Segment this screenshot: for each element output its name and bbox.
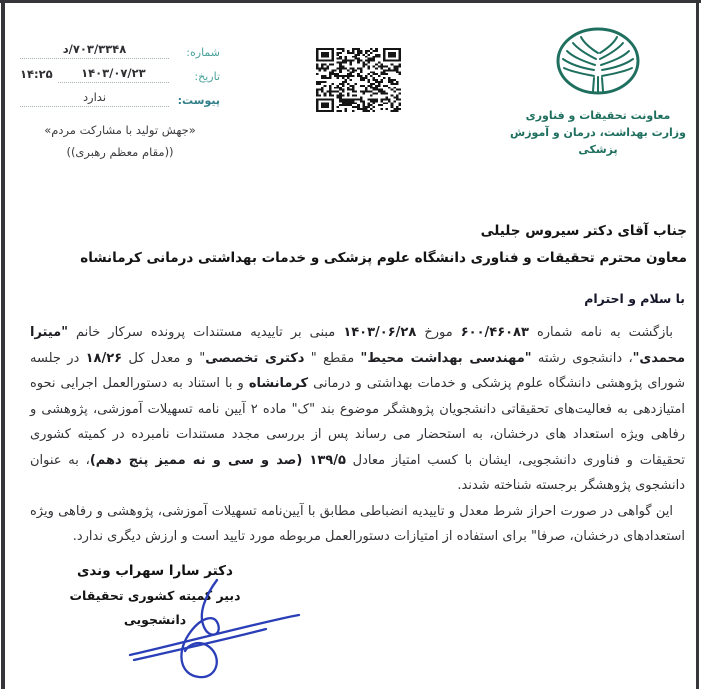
body-paragraph: بازگشت به نامه شماره ۶۰۰/۴۶۰۸۳ مورخ ۱۴۰۳/۰۶/۲۸ مبنی بر تاییدیه مستندات پرونده سرکار خانم "میترا محمدی"، دانشجوی رشته "مهندسی بهداشت محیط" مقطع " دکتری تخصصی" و معدل کل ۱۸/۲۶ در جلسه شورای پژوهشی دانشگاه علوم پزشکی و خدمات بهداشتی و درمانی کرمانشاه و با استناد به دستورالعمل اجرایی نحوه امتیازدهی به فعالیت‌های تحقیقاتی دانشجویان پژوهشگر موضوع بند "ک" ماده ۲ آیین نامه تسهیلات آموزشی، پژوهشی و رفاهی ویژه استعداد های درخشان، به استحضار می رساند پس از بررسی مجدد مستندات نامبرده در کمیته کشوری تحقیقات و فناوری دانشجویی، ایشان با کسب امتیاز معادل ۱۳۹/۵ (صد و سی و نه ممیز پنج دهم)، به عنوان دانشجوی پژوهشگر برجسته شناخته شدند.	[30, 325, 685, 493]
recipient-block	[20, 218, 687, 272]
number-label: شماره:	[186, 46, 220, 59]
year-slogan	[20, 119, 220, 163]
ministry-logo-block	[498, 24, 698, 158]
time-value: ۱۴:۲۵	[20, 67, 53, 81]
date-label: تاریخ:	[194, 70, 220, 83]
letter-body	[30, 320, 685, 550]
signer-name: دکتر سارا سهراب وندی	[77, 563, 233, 579]
scan-edge-top	[0, 0, 701, 3]
salutation: با سلام و احترام	[584, 291, 685, 306]
field-number	[20, 42, 220, 59]
field-attachment	[20, 90, 220, 107]
number-value: د/۷۰۳/۳۳۴۸	[20, 42, 169, 59]
field-date	[20, 66, 220, 83]
body-paragraph: این گواهی در صورت احراز شرط معدل و تاییدیه انضباطی مطابق با آیین‌نامه تسهیلات آموزشی، پژوهشی و رفاهی ویژه استعدادهای درخشان، صرفا" برای استفاده از امتیازات دستورالعمل مربوطه مورد تایید است و ارزش دیگری ندارد.	[30, 503, 685, 544]
signature-block	[45, 558, 265, 632]
qr-code	[316, 48, 401, 112]
org-name-line1: معاونت تحقیقات و فناوری	[525, 109, 671, 122]
tree-logo-icon	[548, 24, 648, 102]
recipient-title: معاون محترم تحقیقات و فناوری دانشگاه علوم پزشکی و خدمات بهداشتی درمانی کرمانشاه	[80, 250, 687, 266]
org-name-line2: وزارت بهداشت، درمان و آموزش پزشکی	[510, 126, 686, 156]
slogan-line2: ((مقام معظم رهبری))	[66, 145, 174, 159]
letter-meta-block	[20, 42, 220, 163]
scan-edge-left	[1, 0, 5, 689]
date-value: ۱۴۰۳/۰۷/۲۳	[58, 66, 169, 83]
slogan-line1: «جهش تولید با مشارکت مردم»	[44, 123, 196, 137]
attachment-value: ندارد	[20, 90, 169, 107]
attachment-label: پیوست:	[177, 94, 220, 107]
recipient-name: جناب آقای دکتر سیروس جلیلی	[480, 223, 687, 239]
signer-title: دبیر کمیته کشوری تحقیقات دانشجویی	[69, 588, 241, 627]
